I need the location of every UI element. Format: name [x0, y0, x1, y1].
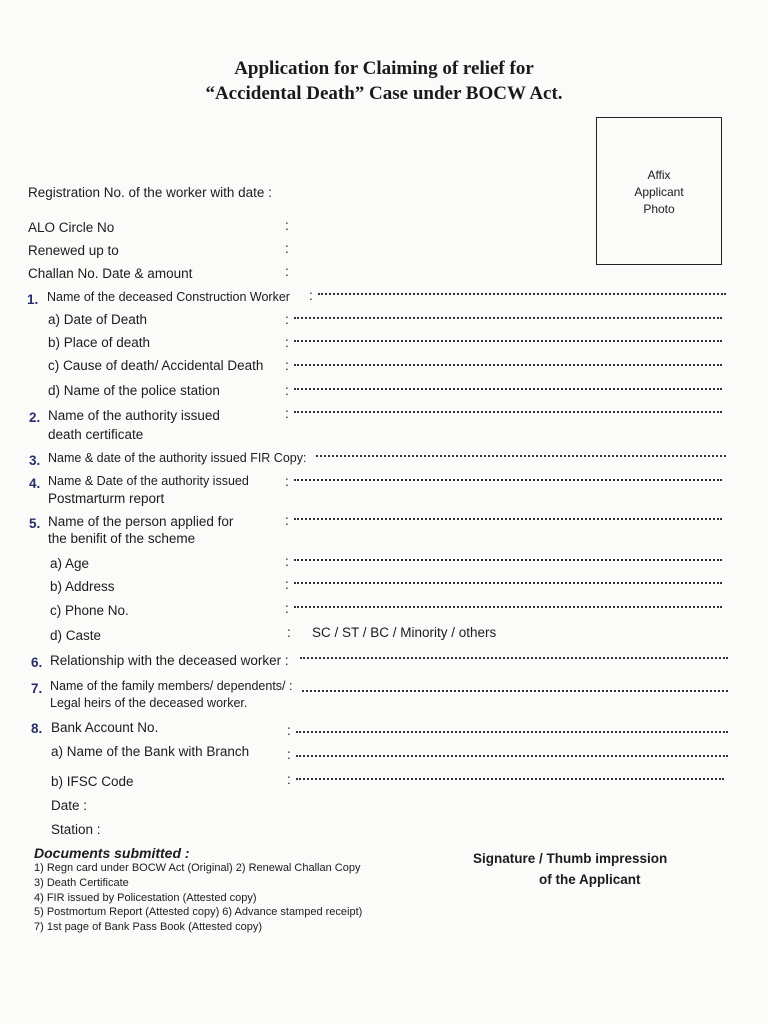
colon: : — [285, 554, 289, 569]
colon: : — [285, 406, 289, 421]
family-label-cont: Legal heirs of the deceased worker. — [50, 696, 248, 710]
authority-field[interactable] — [294, 411, 722, 413]
document-item: 4) FIR issued by Policestation (Attested copy) — [34, 892, 257, 904]
colon: : — [309, 288, 313, 303]
colon: : — [285, 601, 289, 616]
item-number: 5. — [29, 516, 41, 531]
cause-of-death-label: c) Cause of death/ Accidental Death — [48, 358, 264, 373]
applicant-label-cont: the benifit of the scheme — [48, 531, 196, 546]
postmortem-field[interactable] — [294, 479, 722, 481]
colon: : — [285, 474, 289, 489]
date-of-death-field[interactable] — [294, 317, 722, 319]
place-of-death-field[interactable] — [294, 340, 722, 342]
authority-label: Name of the authority issued — [48, 408, 220, 423]
phone-field[interactable] — [294, 606, 722, 608]
photo-box-text: Affix — [647, 168, 671, 182]
colon: : — [285, 264, 289, 279]
form-title-line1: Application for Claiming of relief for — [234, 58, 534, 79]
bank-account-field[interactable] — [296, 731, 728, 733]
form-title-line2: “Accidental Death” Case under BOCW Act. — [205, 83, 563, 104]
colon: : — [285, 513, 289, 528]
age-field[interactable] — [294, 559, 722, 561]
age-label: a) Age — [50, 556, 90, 571]
family-field[interactable] — [302, 690, 728, 692]
family-label: Name of the family members/ dependents/ : — [50, 679, 293, 693]
colon: : — [287, 625, 291, 640]
colon: : — [287, 772, 291, 787]
bank-name-field[interactable] — [296, 755, 728, 757]
postmortem-label-cont: Postmarturm report — [48, 491, 165, 506]
bank-name-label: a) Name of the Bank with Branch — [51, 744, 250, 759]
ifsc-label: b) IFSC Code — [51, 774, 134, 789]
place-of-death-label: b) Place of death — [48, 335, 151, 350]
signature-label-cont: of the Applicant — [539, 872, 641, 887]
colon: : — [285, 358, 289, 373]
phone-label: c) Phone No. — [50, 603, 129, 618]
postmortem-label: Name & Date of the authority issued — [48, 474, 249, 488]
police-station-field[interactable] — [294, 388, 722, 390]
renewed-label: Renewed up to — [28, 243, 119, 258]
challan-label: Challan No. Date & amount — [28, 266, 193, 281]
date-label: Date : — [51, 798, 88, 813]
item-number: 8. — [31, 721, 43, 736]
document-item: 7) 1st page of Bank Pass Book (Attested copy) — [34, 921, 263, 933]
colon: : — [287, 723, 291, 738]
caste-label: d) Caste — [50, 628, 102, 643]
police-station-label: d) Name of the police station — [48, 383, 220, 398]
relationship-field[interactable] — [300, 657, 728, 659]
documents-title: Documents submitted : — [34, 845, 190, 861]
ifsc-field[interactable] — [296, 778, 724, 780]
relationship-label: Relationship with the deceased worker : — [50, 653, 289, 668]
fir-label: Name & date of the authority issued FIR Copy: — [48, 451, 307, 465]
date-of-death-label: a) Date of Death — [48, 312, 148, 327]
registration-label: Registration No. of the worker with date : — [28, 185, 272, 200]
deceased-name-field[interactable] — [318, 293, 726, 295]
fir-field[interactable] — [316, 455, 726, 457]
colon: : — [285, 241, 289, 256]
document-item: 5) Postmortum Report (Attested copy) 6) Advance stamped receipt) — [34, 906, 363, 918]
authority-label-cont: death certificate — [48, 427, 144, 442]
item-number: 3. — [29, 453, 41, 468]
address-field[interactable] — [294, 582, 722, 584]
item-number: 2. — [29, 410, 41, 425]
signature-label: Signature / Thumb impression — [473, 851, 668, 866]
document-item: 1) Regn card under BOCW Act (Original) 2) Renewal Challan Copy — [34, 862, 361, 874]
item-number: 7. — [31, 681, 43, 696]
station-label: Station : — [51, 822, 101, 837]
item-number: 6. — [31, 655, 43, 670]
colon: : — [285, 218, 289, 233]
caste-options[interactable]: SC / ST / BC / Minority / others — [312, 625, 497, 640]
bank-account-label: Bank Account No. — [51, 720, 159, 735]
document-item: 3) Death Certificate — [34, 877, 129, 889]
alo-circle-label: ALO Circle No — [28, 220, 115, 235]
item-number: 4. — [29, 476, 41, 491]
colon: : — [285, 312, 289, 327]
cause-of-death-field[interactable] — [294, 364, 722, 366]
address-label: b) Address — [50, 579, 115, 594]
photo-box — [596, 117, 722, 265]
photo-box-text: Photo — [643, 202, 675, 216]
colon: : — [285, 383, 289, 398]
colon: : — [287, 747, 291, 762]
item-number: 1. — [27, 292, 39, 307]
deceased-name-label: Name of the deceased Construction Worker — [47, 290, 290, 304]
colon: : — [285, 577, 289, 592]
applicant-field[interactable] — [294, 518, 722, 520]
photo-box-text: Applicant — [634, 185, 684, 199]
applicant-label: Name of the person applied for — [48, 514, 234, 529]
colon: : — [285, 335, 289, 350]
